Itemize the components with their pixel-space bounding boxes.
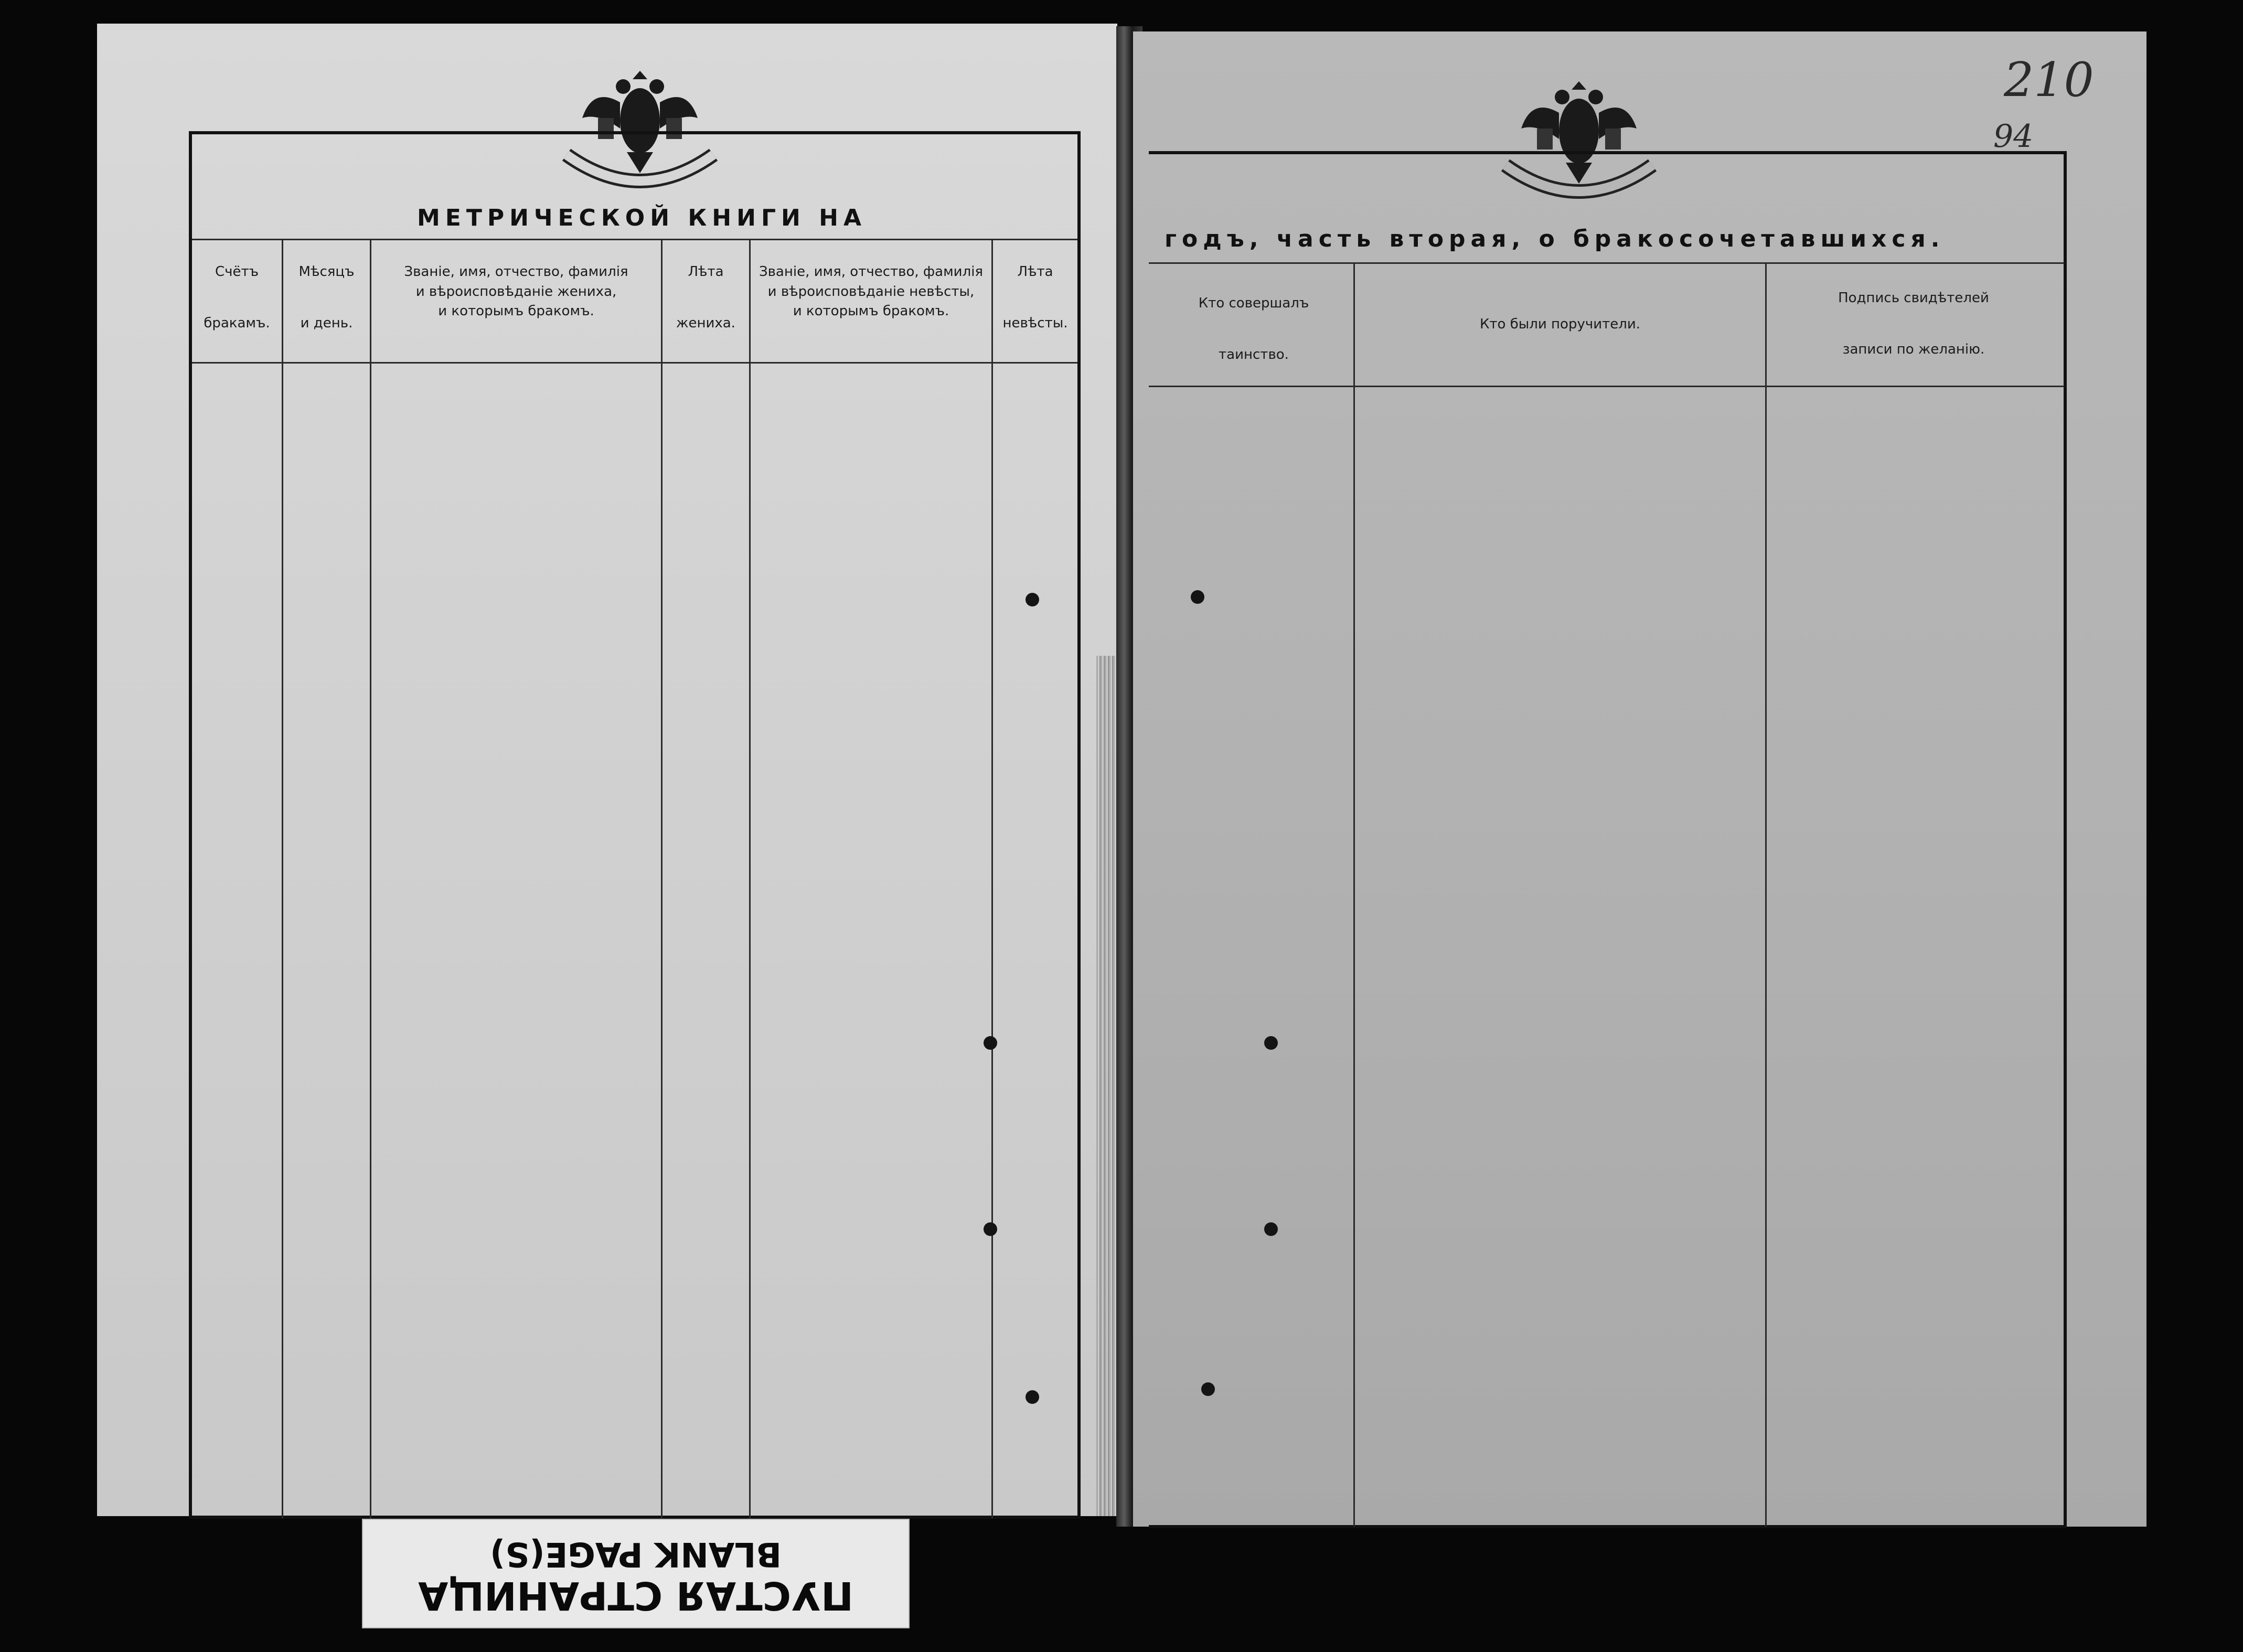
header-line: и которымъ бракомъ.: [793, 303, 949, 319]
left-col-header-groom: [371, 262, 661, 322]
binding-hole-icon: [984, 1036, 997, 1050]
left-col-divider-3: [661, 239, 663, 1519]
header-line: Кто были поручители.: [1479, 316, 1641, 332]
binding-hole-icon: [984, 1222, 997, 1236]
left-col-divider-5: [991, 239, 993, 1519]
header-line: жениха.: [676, 315, 735, 331]
header-line: и которымъ бракомъ.: [438, 303, 594, 319]
folio-number-top: 210: [2004, 52, 2094, 108]
header-line: Мѣсяцъ: [298, 264, 355, 280]
right-col-divider-1: [1353, 262, 1355, 1527]
header-line: и вѣроисповѣданіе жениха,: [415, 283, 617, 300]
binding-hole-icon: [1026, 593, 1039, 606]
left-col-divider-2: [370, 239, 371, 1519]
left-header-top-rule: [192, 239, 1077, 240]
right-col-header-officiant: [1154, 294, 1353, 365]
folio-page-number: 94: [1993, 118, 2034, 155]
header-line: Званіе, имя, отчество, фамилія: [404, 264, 628, 280]
right-page-title: годъ, часть вторая, о бракосочетавшихся.: [1165, 226, 1945, 252]
left-col-header-number: [192, 262, 282, 333]
right-col-header-guarantors: [1355, 315, 1765, 335]
header-line: Лѣта: [688, 264, 724, 280]
left-page-title: МЕТРИЧЕСКОЙ КНИГИ НА: [417, 205, 867, 231]
right-col-header-witness-signatures: [1767, 289, 2060, 359]
right-page: [1133, 31, 2146, 1527]
right-col-divider-2: [1765, 262, 1767, 1527]
left-col-header-bride: [751, 262, 991, 322]
header-line: Званіе, имя, отчество, фамилія: [759, 264, 984, 280]
header-line: таинство.: [1219, 346, 1289, 363]
header-line: и вѣроисповѣданіе невѣсты,: [767, 283, 975, 300]
left-col-divider-4: [749, 239, 751, 1519]
binding-hole-icon: [1201, 1382, 1215, 1396]
left-header-bottom-rule: [192, 362, 1077, 364]
binding-hole-icon: [1264, 1036, 1278, 1050]
left-col-divider-1: [282, 239, 283, 1519]
header-line: и день.: [300, 315, 353, 331]
label-line-russian: ПУСТАЯ СТРАНИЦА: [418, 1573, 853, 1618]
left-ledger-frame: [189, 131, 1081, 1519]
right-header-top-rule: [1149, 262, 2064, 264]
binding-hole-icon: [1026, 1390, 1039, 1404]
blank-page-label-card: [362, 1519, 910, 1628]
left-col-header-month-day: [283, 262, 370, 333]
header-line: Подпись свидѣтелей: [1838, 290, 1989, 306]
header-line: бракамъ.: [204, 315, 270, 331]
left-col-header-bride-age: [993, 262, 1077, 333]
right-header-bottom-rule: [1149, 386, 2064, 387]
header-line: Счётъ: [215, 264, 259, 280]
header-line: Кто совершалъ: [1198, 295, 1309, 311]
label-line-english: BLANK PAGE(S): [490, 1534, 782, 1573]
label-text-block: [363, 1534, 909, 1617]
left-page: [97, 24, 1117, 1516]
left-col-header-groom-age: [663, 262, 749, 333]
header-line: записи по желанію.: [1842, 341, 1985, 357]
header-line: Лѣта: [1017, 264, 1053, 280]
binding-hole-icon: [1264, 1222, 1278, 1236]
header-line: невѣсты.: [1002, 315, 1068, 331]
binding-hole-icon: [1191, 590, 1204, 604]
